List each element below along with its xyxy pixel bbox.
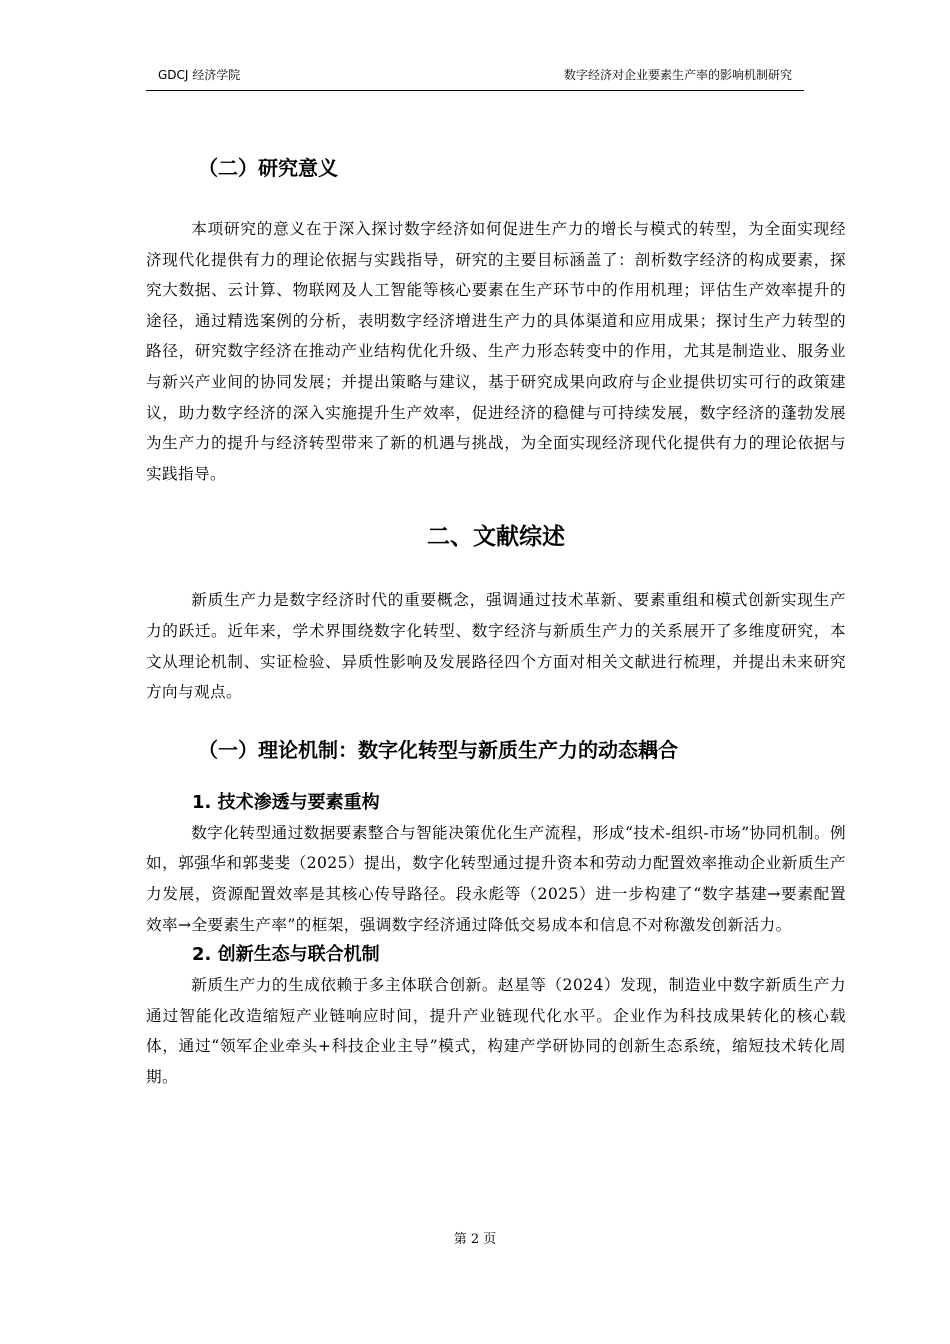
header-divider	[146, 90, 804, 91]
header-paper-title: 数字经济对企业要素生产率的影响机制研究	[563, 68, 792, 82]
paragraph-research-significance: 本项研究的意义在于深入探讨数字经济如何促进生产力的增长与模式的转型，为全面实现经济现代化提供有力的理论依据与实践指导，研究的主要目标涵盖了：剖析数字经济的构成要素，探究大数据、云计算、物联网及人工智能等核心要素在生产环节中的作用机理；评估生产效率提升的途径，通过精选案例的分析，表明数字经济增进生产力的具体渠道和应用成果；探讨生产力转型的路径，研究数字经济在推动产业结构优化升级、生产力形态转变中的作用，尤其是制造业、服务业与新兴产业间的协同发展；并提出策略与建议，基于研究成果向政府与企业提供切实可行的政策建议，助力数字经济的深入实施提升生产效率，促进经济的稳健与可持续发展，数字经济的蓬勃发展为生产力的提升与经济转型带来了新的机遇与挑战，为全面实现经济现代化提供有力的理论依据与实践指导。	[146, 220, 846, 483]
paragraph-item-2: 新质生产力的生成依赖于多主体联合创新。赵星等（2024）发现，制造业中数字新质生产力通过智能化改造缩短产业链响应时间，提升产业链现代化水平。企业作为科技成果转化的核心载体，通过“领军企业牵头+科技企业主导”模式，构建产学研协同的创新生态系统，缩短技术转化周期。	[146, 976, 846, 1086]
page-number: 第 2 页	[453, 1232, 497, 1247]
page-header	[158, 66, 792, 88]
page-body	[146, 150, 846, 1092]
heading-theory-mechanism: （一）理论机制：数字化转型与新质生产力的动态耦合	[198, 737, 678, 762]
heading-research-significance: （二）研究意义	[198, 156, 338, 180]
heading-literature-review: 二、文献综述	[427, 524, 565, 551]
paragraph-literature-intro: 新质生产力是数字经济时代的重要概念，强调通过技术革新、要素重组和模式创新实现生产力的跃迁。近年来，学术界围绕数字化转型、数字经济与新质生产力的关系展开了多维度研究，本文从理论机制、实证检验、异质性影响及发展路径四个方面对相关文献进行梳理，并提出未来研究方向与观点。	[146, 591, 846, 702]
heading-item-1: 1. 技术渗透与要素重构	[192, 791, 380, 813]
paragraph-item-1: 数字化转型通过数据要素整合与智能决策优化生产流程，形成“技术-组织-市场”协同机制。例如，郭强华和郭斐斐（2025）提出，数字化转型通过提升资本和劳动力配置效率推动企业新质生产力发展，资源配置效率是其核心传导路径。段永彪等（2025）进一步构建了“数字基建→要素配置效率→全要素生产率”的框架，强调数字经济通过降低交易成本和信息不对称激发创新活力。	[146, 823, 846, 934]
heading-item-2: 2. 创新生态与联合机制	[192, 944, 380, 966]
header-institution: GDCJ 经济学院	[158, 68, 241, 82]
